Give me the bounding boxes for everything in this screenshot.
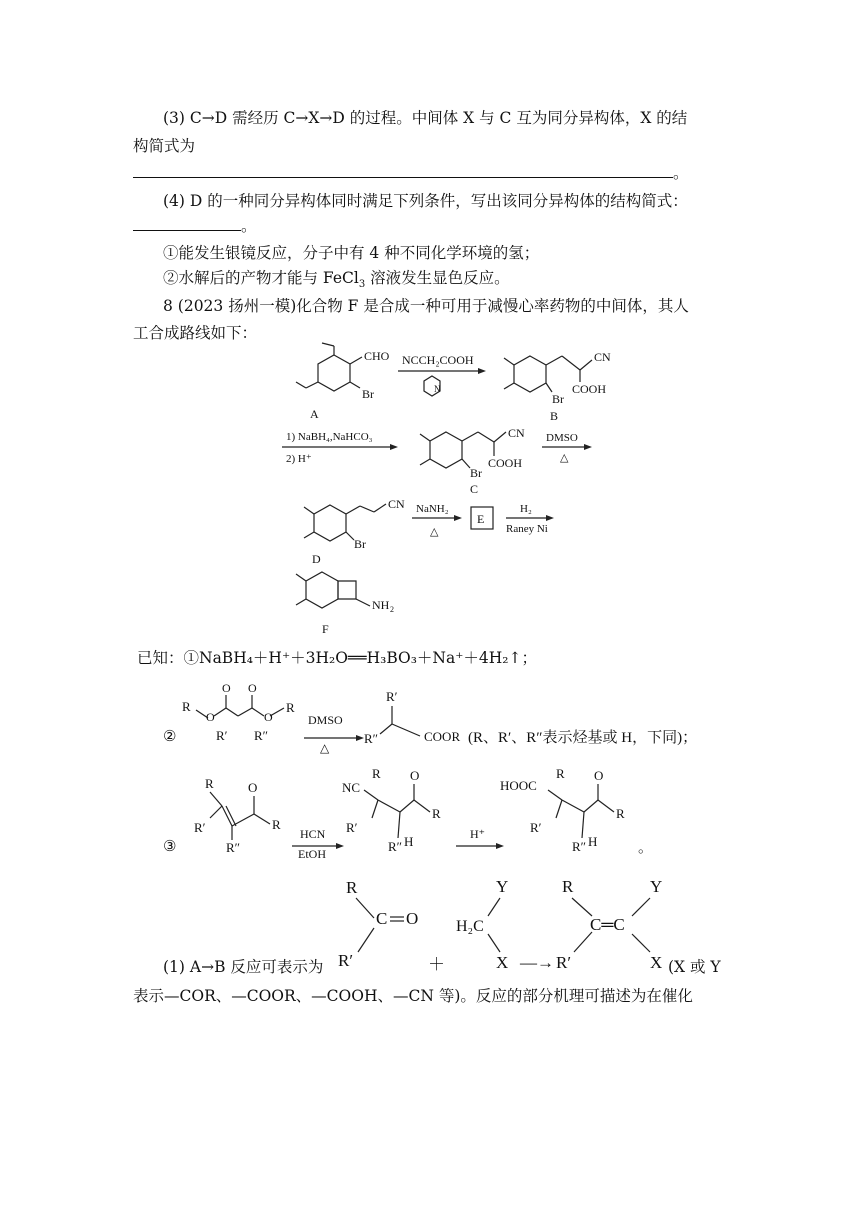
q3-line1: (3) C→D 需经历 C→X→D 的过程。中间体 X 与 C 互为同分异构体，X 的结 (163, 109, 688, 127)
compound-f (296, 572, 394, 636)
svg-text:NC: NC (342, 780, 361, 795)
svg-text:EtOH: EtOH (298, 847, 326, 861)
svg-text:(R、R′、R″表示烃基或 H，下同)；: (R、R′、R″表示烃基或 H，下同)； (468, 730, 698, 746)
svg-text:R: R (616, 806, 625, 821)
svg-text:C: C (376, 909, 388, 928)
svg-text:△: △ (430, 526, 439, 538)
svg-text:O: O (264, 710, 273, 724)
svg-text:H₂: H₂ (520, 503, 532, 515)
svg-text:C═C: C═C (590, 915, 625, 934)
q8-line1: 8 (2023 扬州一模)化合物 F 是合成一种可用于减慢心率药物的中间体，其人 (163, 297, 689, 315)
svg-text:B: B (550, 409, 559, 423)
known-reaction-2 (163, 681, 697, 755)
svg-text:H₂C: H₂C (456, 918, 484, 935)
svg-text:CN: CN (508, 426, 525, 440)
svg-text:Raney Ni: Raney Ni (506, 523, 548, 535)
svg-text:R″: R″ (254, 728, 269, 743)
svg-text:O: O (406, 909, 419, 928)
svg-text:Br: Br (552, 392, 564, 406)
svg-text:R″: R″ (388, 839, 403, 854)
svg-text:DMSO: DMSO (546, 432, 578, 444)
svg-text:NH: NH (372, 598, 390, 612)
svg-text:O: O (248, 780, 258, 795)
svg-text:R: R (182, 699, 191, 714)
svg-text:X: X (496, 953, 509, 972)
svg-text:HCN: HCN (300, 827, 326, 841)
svg-text:R′: R′ (216, 728, 228, 743)
svg-text:H: H (404, 834, 414, 849)
svg-text:Br: Br (362, 387, 374, 401)
compound-a (296, 343, 390, 421)
q4-cond1: ①能发生银镜反应，分子中有 4 种不同化学环境的氢； (163, 244, 540, 262)
svg-text:。: 。 (638, 840, 654, 856)
q1-line2: 表示—COR、—COOR、—COOH、—CN 等)。反应的部分机理可描述为在催化 (133, 987, 693, 1005)
q8-line2: 工合成路线如下： (133, 324, 258, 342)
svg-text:CN: CN (388, 497, 405, 511)
svg-text:H: H (588, 834, 598, 849)
svg-text:R′: R′ (338, 951, 354, 970)
svg-text:△: △ (560, 452, 569, 464)
q4-end: 。 (241, 217, 257, 235)
svg-text:NCCH₂COOH: NCCH₂COOH (402, 353, 474, 367)
svg-text:H⁺: H⁺ (470, 827, 485, 841)
svg-text:CN: CN (594, 350, 611, 364)
svg-text:COOH: COOH (572, 382, 607, 396)
svg-text:COOH: COOH (488, 456, 523, 470)
svg-text:R″: R″ (572, 839, 587, 854)
svg-text:R: R (562, 877, 574, 896)
svg-text:Br: Br (354, 537, 366, 551)
svg-text:C: C (470, 482, 479, 496)
svg-text:＋: ＋ (428, 955, 445, 974)
svg-text:③: ③ (163, 839, 177, 855)
svg-text:X: X (650, 953, 663, 972)
q3-end: 。 (673, 164, 689, 182)
svg-text:R: R (286, 700, 295, 715)
svg-text:F: F (322, 622, 329, 636)
svg-text:A: A (310, 407, 319, 421)
svg-text:Y: Y (496, 877, 509, 896)
svg-text:CHO: CHO (364, 349, 390, 363)
svg-text:R: R (346, 878, 358, 897)
svg-text:R: R (556, 766, 565, 781)
svg-text:HOOC: HOOC (500, 778, 537, 793)
svg-text:R′: R′ (386, 689, 398, 704)
svg-text:NaNH₂: NaNH₂ (416, 503, 449, 515)
known-1: 已知：①NaBH₄＋H⁺＋3H₂O══H₃BO₃＋Na⁺＋4H₂↑； (137, 649, 537, 667)
svg-text:COOR: COOR (424, 729, 461, 744)
compound-d (304, 497, 405, 566)
svg-text:R′: R′ (530, 820, 542, 835)
svg-text:R: R (432, 806, 441, 821)
svg-text:△: △ (320, 741, 330, 755)
svg-text:2: 2 (390, 605, 394, 614)
svg-text:R″: R″ (364, 731, 379, 746)
svg-text:1) NaBH₄,NaHCO₃: 1) NaBH₄,NaHCO₃ (286, 431, 373, 443)
svg-text:E: E (477, 512, 485, 526)
q1-line1-start: (1) A→B 反应可表示为 (163, 958, 324, 976)
compound-c (420, 426, 525, 496)
svg-text:—→: —→ (520, 953, 554, 972)
compound-b (504, 350, 611, 423)
svg-text:R″: R″ (226, 840, 241, 855)
q4-line1: (4) D 的一种同分异构体同时满足下列条件，写出该同分异构体的结构简式： (163, 192, 688, 210)
q1-reaction (338, 877, 662, 974)
svg-text:R′: R′ (194, 820, 206, 835)
svg-text:O: O (248, 681, 257, 695)
svg-text:Br: Br (470, 466, 482, 480)
svg-text:O: O (206, 710, 215, 724)
svg-text:D: D (312, 552, 321, 566)
svg-text:②: ② (163, 729, 177, 745)
svg-text:R′: R′ (556, 953, 572, 972)
q3-line2: 构简式为 (133, 137, 196, 155)
svg-text:2) H⁺: 2) H⁺ (286, 453, 312, 465)
svg-text:R: R (272, 817, 281, 832)
svg-text:O: O (594, 768, 604, 783)
svg-text:R′: R′ (346, 820, 358, 835)
svg-text:R: R (372, 766, 381, 781)
svg-text:N: N (434, 384, 441, 394)
svg-text:R: R (205, 776, 214, 791)
known-reaction-3 (163, 766, 653, 861)
svg-text:O: O (410, 768, 420, 783)
q4-cond2: ②水解后的产物才能与 FeCl$_3$ 溶液发生显色反应。 (163, 269, 510, 291)
q1-line1-end: (X 或 Y (668, 958, 721, 976)
svg-text:O: O (222, 681, 231, 695)
svg-text:Y: Y (650, 877, 663, 896)
svg-text:DMSO: DMSO (308, 713, 343, 727)
